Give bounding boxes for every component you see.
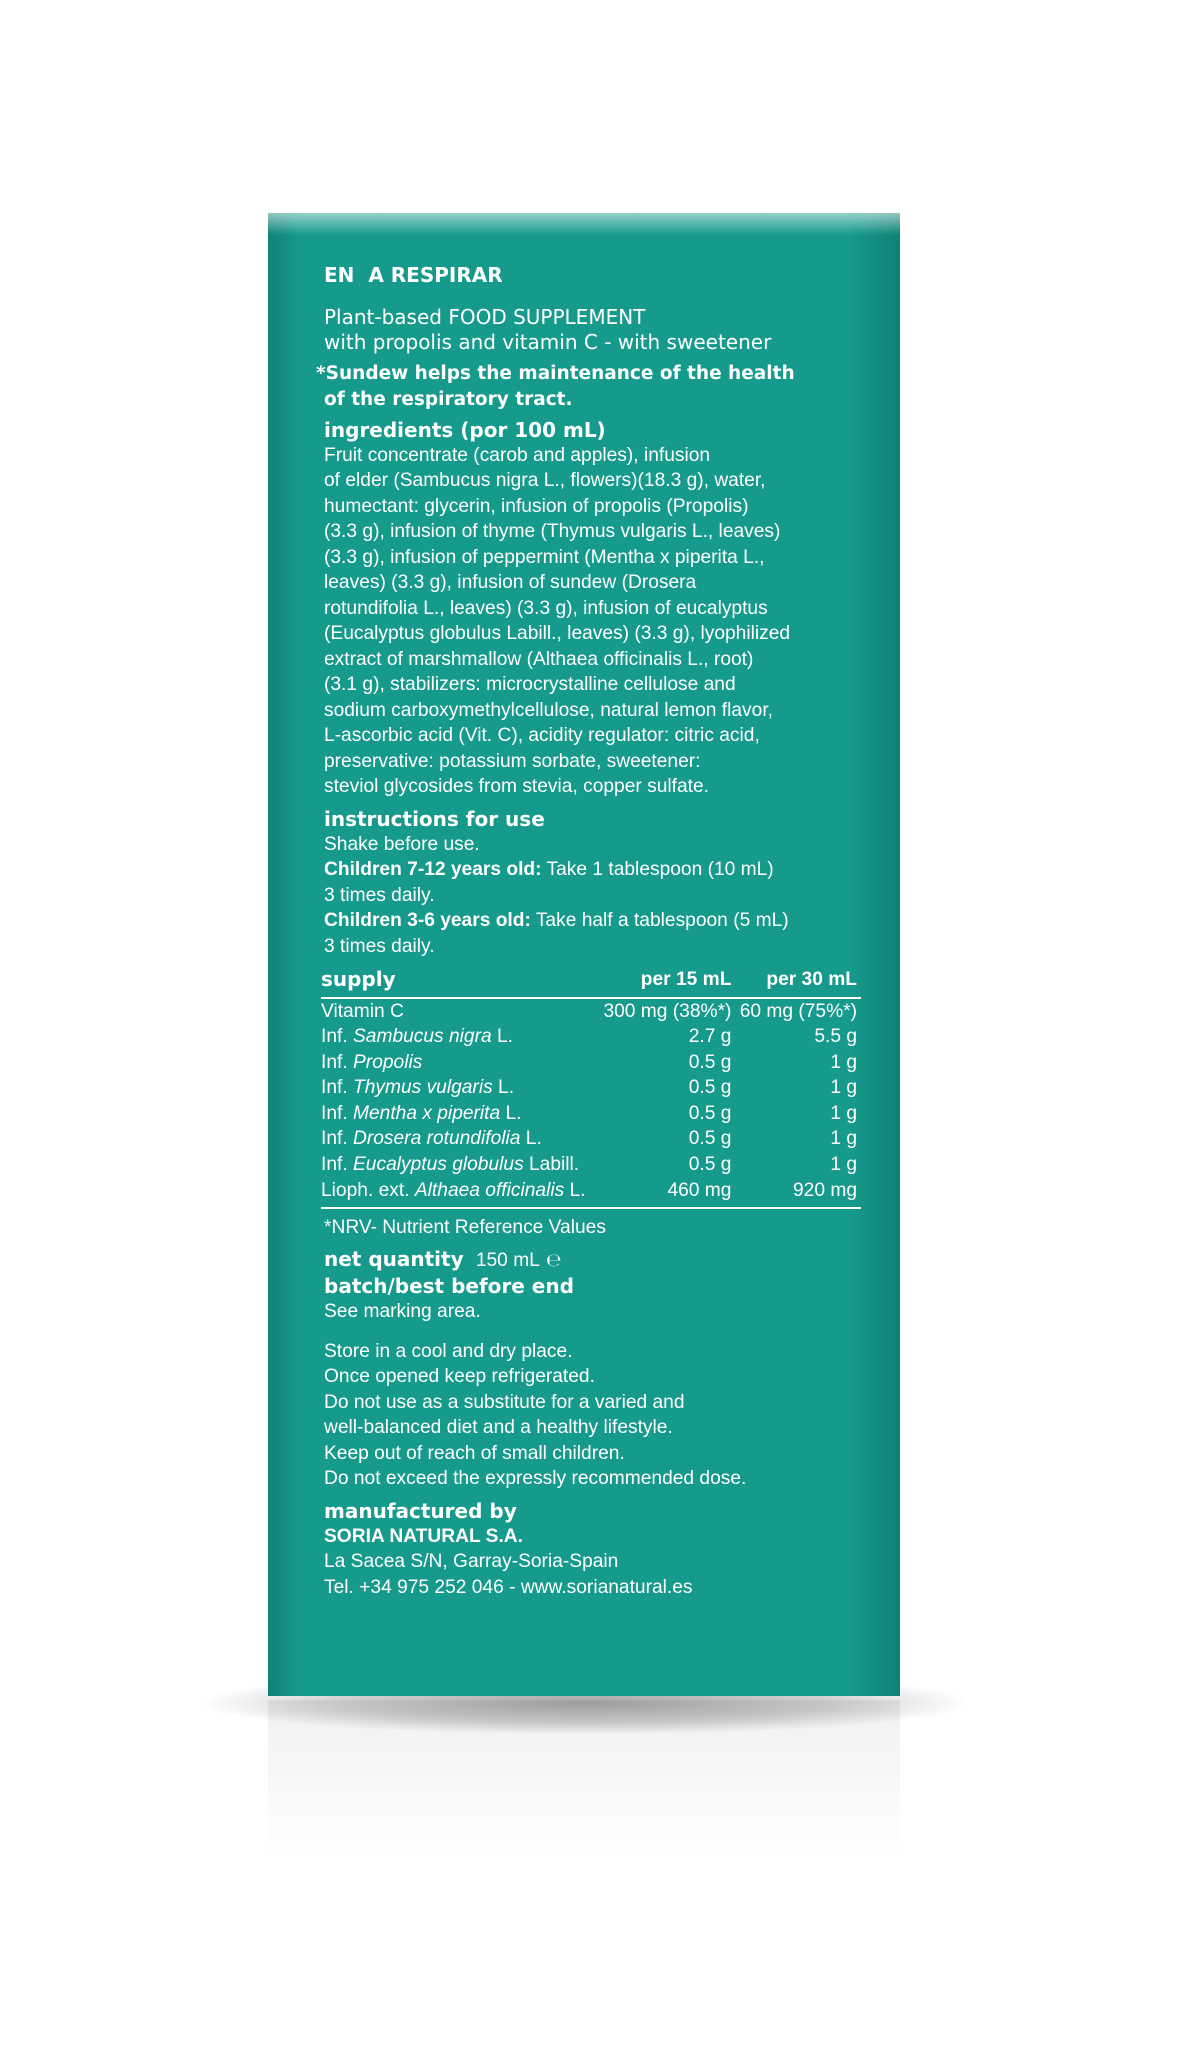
supply-row-per-15ml: 2.7 g [688, 1026, 732, 1048]
ingredients-line: (3.3 g), infusion of thyme (Thymus vulgaris L., leaves) [324, 521, 781, 542]
net-quantity-label: net quantity [324, 1246, 464, 1271]
supply-row-name-botanical: Propolis [353, 1051, 423, 1073]
supply-table-body [321, 998, 861, 1209]
supply-row-name [321, 998, 599, 1025]
product-subtitle [324, 305, 869, 355]
supply-row-per-15ml: 0.5 g [688, 1128, 732, 1150]
batch-text: See marking area. [324, 1301, 481, 1323]
supply-row-name-botanical: Sambucus nigra [353, 1026, 492, 1048]
supply-row-name [321, 1126, 599, 1152]
supply-row-per-30ml: 1 g [830, 1154, 857, 1176]
shake-instruction: Shake before use. [324, 833, 480, 855]
product-title [324, 263, 869, 289]
dose-children-7-12 [324, 857, 869, 883]
supply-row-name-prefix: Inf. [321, 1051, 353, 1073]
box-top-highlight [268, 213, 900, 235]
supply-row-per-30ml: 1 g [830, 1051, 857, 1073]
supply-table [321, 965, 861, 1209]
supply-row-name-suffix: L. [492, 1077, 515, 1099]
supply-row-per-30ml: 5.5 g [814, 1026, 857, 1048]
storage-line: Store in a cool and dry place. [324, 1340, 573, 1362]
storage-line: Once opened keep refrigerated. [324, 1366, 595, 1388]
ingredients-line: steviol glycosides from stevia, copper sulfate. [324, 776, 709, 797]
ingredients-line: sodium carboxymethylcellulose, natural lemon flavor, [324, 699, 773, 721]
dose-children-3-6-label: Children 3-6 years old: [324, 910, 531, 931]
claim-line-1: *Sundew helps the maintenance of the health [316, 362, 795, 384]
supply-row-name-prefix: Inf. [321, 1077, 353, 1099]
batch-section [324, 1273, 869, 1325]
supply-row [321, 1024, 861, 1050]
supply-row-name-suffix: L. [520, 1128, 542, 1150]
supply-row-per-30ml: 1 g [830, 1102, 857, 1124]
supply-row-per-30ml: 60 mg (75%*) [739, 1000, 857, 1022]
supply-row [321, 998, 861, 1025]
ingredients-heading: ingredients (por 100 mL) [324, 417, 606, 442]
supply-row-name [321, 1075, 599, 1101]
supply-table-header [321, 965, 861, 998]
net-quantity [324, 1247, 869, 1274]
supply-col-per-15ml: per 15 mL [599, 965, 736, 998]
supply-row-name [321, 1024, 599, 1050]
ingredients-line: leaves) (3.3 g), infusion of sundew (Drosera [324, 572, 697, 593]
ingredients-text [324, 443, 869, 800]
manufacturer-contact: Tel. +34 975 252 046 - www.sorianatural.es [324, 1576, 693, 1598]
ingredients-line: rotundifolia L., leaves) (3.3 g), infusion of eucalyptus [324, 597, 768, 619]
manufacturer-heading: manufactured by [324, 1498, 517, 1523]
supply-row-name-prefix: Inf. [321, 1128, 353, 1150]
manufacturer-name: SORIA NATURAL S.A. [324, 1525, 523, 1547]
ingredients-line: (3.1 g), stabilizers: microcrystalline cellulose and [324, 674, 736, 695]
storage-line: well-balanced diet and a healthy lifestyle. [324, 1417, 673, 1439]
manufacturer-address: La Sacea S/N, Garray-Soria-Spain [324, 1551, 619, 1573]
ingredients-line: of elder (Sambucus nigra L., flowers)(18.3 g), water, [324, 470, 766, 491]
ingredients-line: Fruit concentrate (carob and apples), infusion [324, 444, 711, 466]
supply-row-per-30ml: 1 g [830, 1077, 857, 1099]
dose-children-3-6-text: Take half a tablespoon (5 mL) [530, 910, 789, 931]
storage-line: Keep out of reach of small children. [324, 1442, 625, 1464]
storage-line: Do not use as a substitute for a varied and [324, 1391, 685, 1413]
label-content [316, 263, 869, 1606]
supply-row-name-suffix: Labill. [523, 1154, 580, 1176]
dose-children-7-12-text: Take 1 tablespoon (10 mL) [541, 859, 774, 880]
ingredients-line: (Eucalyptus globulus Labill., leaves) (3.3 g), lyophilized [324, 623, 791, 644]
supply-row [321, 1050, 861, 1076]
supply-row [321, 1126, 861, 1152]
supply-row-name-suffix: L. [491, 1026, 513, 1048]
supply-row-name [321, 1152, 599, 1178]
supply-row-name-prefix: Inf. [321, 1102, 353, 1124]
supply-row-name-prefix: Vitamin C [321, 1000, 404, 1022]
supply-row-name [321, 1050, 599, 1076]
subtitle-line-1: Plant-based FOOD SUPPLEMENT [324, 304, 646, 329]
dose-children-7-12-frequency: 3 times daily. [324, 884, 435, 906]
box-reflection [268, 1700, 900, 1860]
supply-row-name-botanical: Mentha x piperita [353, 1102, 501, 1124]
supply-heading: supply [321, 965, 599, 998]
supply-row-per-15ml: 0.5 g [688, 1102, 732, 1124]
supply-row-per-15ml: 0.5 g [688, 1077, 732, 1099]
net-quantity-value: 150 mL [475, 1249, 540, 1271]
supply-row [321, 1101, 861, 1127]
supply-row-name-prefix: Lioph. ext. [321, 1179, 415, 1201]
ingredients-line: L-ascorbic acid (Vit. C), acidity regulator: citric acid, [324, 725, 760, 746]
product-name: A RESPIRAR [368, 263, 503, 287]
manufacturer-section [324, 1498, 869, 1601]
claim-line-2: of the respiratory tract. [324, 388, 573, 410]
ingredients-line: (3.3 g), infusion of peppermint (Mentha x piperita L., [324, 546, 765, 568]
supply-row-name-prefix: Inf. [321, 1026, 353, 1048]
product-box-back [268, 213, 900, 1696]
supply-row-name-botanical: Drosera rotundifolia [353, 1128, 521, 1150]
supply-row-name-suffix: L. [564, 1179, 586, 1201]
supply-row-name [321, 1178, 599, 1209]
supply-row-per-15ml: 460 mg [599, 1178, 736, 1209]
supply-row-name [321, 1101, 599, 1127]
instructions-section [324, 806, 869, 960]
dose-children-3-6-frequency: 3 times daily. [324, 935, 435, 957]
ingredients-line: humectant: glycerin, infusion of propolis (Propolis) [324, 495, 749, 517]
supply-row [321, 1152, 861, 1178]
supply-row-name-suffix: L. [500, 1102, 522, 1124]
ingredients-line: extract of marshmallow (Althaea officinalis L., root) [324, 648, 754, 670]
supply-row-name-prefix: Inf. [321, 1154, 353, 1176]
health-claim [316, 361, 869, 413]
supply-row [321, 1178, 861, 1209]
dose-children-3-6 [324, 908, 869, 934]
ingredients-section [324, 417, 869, 800]
supply-col-per-30ml: per 30 mL [735, 965, 861, 998]
dose-children-7-12-label: Children 7-12 years old: [324, 859, 542, 880]
supply-row [321, 1075, 861, 1101]
batch-heading: batch/best before end [324, 1274, 574, 1299]
nrv-note: *NRV- Nutrient Reference Values [324, 1217, 606, 1239]
supply-row-per-30ml: 920 mg [735, 1178, 861, 1209]
subtitle-line-2: with propolis and vitamin C - with sweetener [324, 329, 772, 354]
supply-row-per-15ml: 300 mg (38%*) [603, 1000, 732, 1022]
supply-row-per-15ml: 0.5 g [688, 1154, 732, 1176]
supply-row-per-30ml: 1 g [830, 1128, 857, 1150]
supply-row-name-botanical: Althaea officinalis [414, 1179, 565, 1201]
supply-row-per-15ml: 0.5 g [688, 1051, 732, 1073]
ingredients-line: preservative: potassium sorbate, sweetener: [324, 750, 701, 772]
language-tag: EN [324, 263, 355, 287]
instructions-heading: instructions for use [324, 806, 545, 831]
estimated-sign-icon: ℮ [545, 1249, 562, 1271]
supply-row-name-botanical: Eucalyptus globulus [353, 1154, 524, 1176]
supply-row-name-botanical: Thymus vulgaris [353, 1077, 493, 1099]
storage-line: Do not exceed the expressly recommended dose. [324, 1468, 747, 1490]
storage-warnings [324, 1339, 869, 1492]
